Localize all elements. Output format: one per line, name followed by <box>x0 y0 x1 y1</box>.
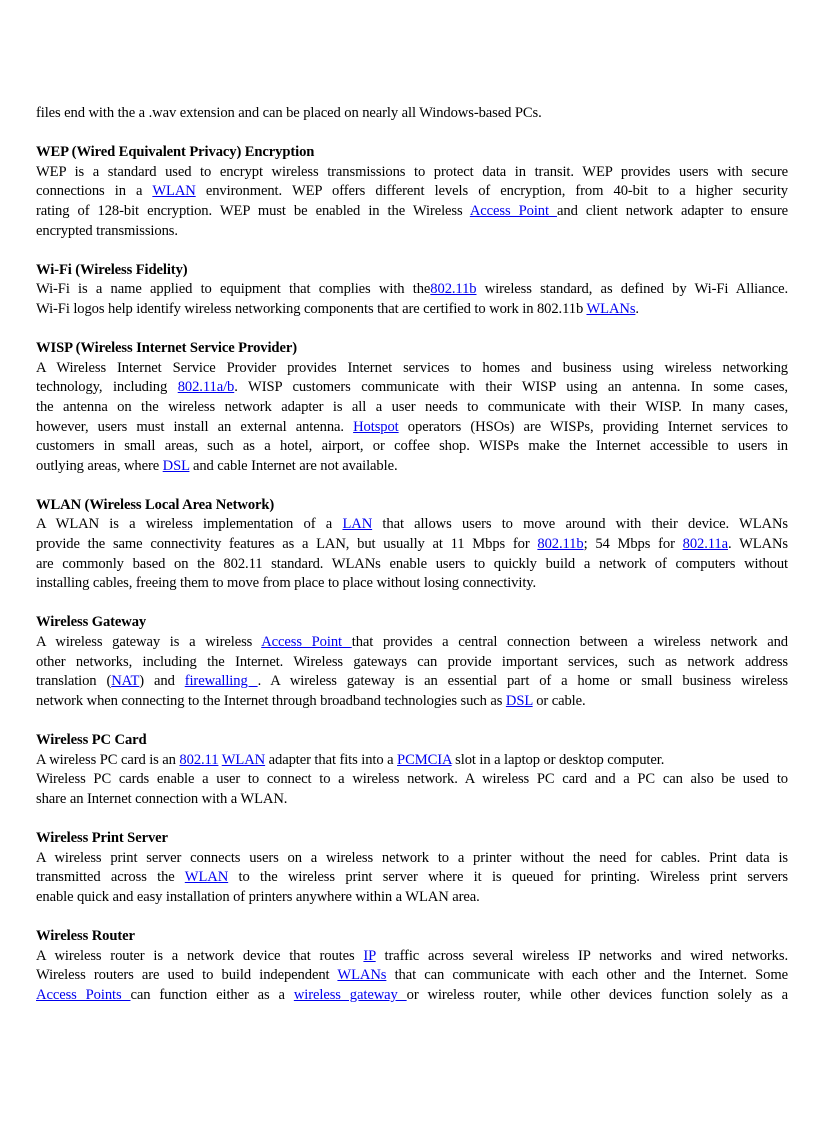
section-title: Wi-Fi (Wireless Fidelity) <box>36 261 188 278</box>
link-wlan[interactable]: WLAN <box>152 183 196 200</box>
section-wireless-router <box>36 927 788 1005</box>
section-wireless-gateway <box>36 613 788 711</box>
section-wlan <box>36 496 788 594</box>
paragraph-line: provide the same connectivity features as a LAN, but usually at 11 Mbps for 802.11b; 54 Mbps for 802.11a. WLANs <box>36 536 789 553</box>
intro-line: files end with the a .wav extension and can be placed on nearly all Windows-based PCs. <box>36 105 542 121</box>
section-wifi <box>36 261 788 320</box>
link-nat[interactable]: NAT <box>111 673 140 690</box>
link-access-points[interactable]: Access Points <box>36 986 131 1003</box>
link-pcmcia[interactable]: PCMCIA <box>397 751 452 768</box>
link-802-11ab[interactable]: 802.11a/b <box>177 379 235 396</box>
paragraph-line: however, users must install an external antenna. Hotspot operators (HSOs) are WISPs, providing Internet services to <box>36 418 788 435</box>
paragraph-line: Wireless routers are used to build independent WLANs that can communicate with each other and the Internet. Some <box>36 967 789 984</box>
section-title: Wireless Router <box>36 927 135 944</box>
link-dsl[interactable]: DSL <box>505 692 533 709</box>
paragraph-line: customers in small areas, such as a hotel, airport, or coffee shop. WISPs make the Internet accessible to users in <box>36 438 788 455</box>
paragraph-line: Wi-Fi is a name applied to equipment that complies with the802.11b wireless standard, as defined by Wi-Fi Alliance. <box>36 281 788 298</box>
paragraph-line: outlying areas, where DSL and cable Internet are not available. <box>36 457 398 474</box>
section-wep <box>36 143 788 241</box>
link-wlans[interactable]: WLANs <box>337 967 387 984</box>
paragraph-line: A WLAN is a wireless implementation of a LAN that allows users to move around with their device. WLANs <box>36 516 789 533</box>
paragraph-line: A wireless gateway is a wireless Access Point that provides a central connection between a wireless network and <box>36 634 788 651</box>
document-page <box>36 104 788 1005</box>
section-wireless-print-server <box>36 829 788 907</box>
paragraph-line: are commonly based on the 802.11 standard. WLANs enable users to quickly build a network of computers without <box>36 555 788 572</box>
paragraph-line: transmitted across the WLAN to the wireless print server where it is queued for printing. Wireless print servers <box>36 869 788 886</box>
paragraph-line: other networks, including the Internet. Wireless gateways can provide important services, such as network address <box>36 653 788 670</box>
paragraph-line: enable quick and easy installation of printers anywhere within a WLAN area. <box>36 888 480 905</box>
paragraph-line: A Wireless Internet Service Provider provides Internet services to homes and business using wireless networking <box>36 359 788 376</box>
link-802-11b[interactable]: 802.11b <box>537 536 584 553</box>
section-title: Wireless Gateway <box>36 614 147 631</box>
link-lan[interactable]: LAN <box>342 516 373 533</box>
link-ip[interactable]: IP <box>363 947 376 964</box>
paragraph-line: translation (NAT) and firewalling . A wireless gateway is an essential part of a home or small business wireless <box>36 673 788 690</box>
paragraph-line: technology, including 802.11a/b. WISP customers communicate with their WISP using an antenna. In some cases, <box>36 379 788 396</box>
link-wlan[interactable]: WLAN <box>184 869 229 886</box>
link-802-11b[interactable]: 802.11b <box>430 281 477 298</box>
section-title: WISP (Wireless Internet Service Provider) <box>36 340 297 357</box>
paragraph-line: encrypted transmissions. <box>36 222 178 239</box>
link-wlans[interactable]: WLANs <box>586 300 636 317</box>
link-wlan[interactable]: WLAN <box>221 751 266 768</box>
paragraph-line: A wireless router is a network device that routes IP traffic across several wireless IP networks and wired networks. <box>36 947 788 964</box>
section-title: WLAN (Wireless Local Area Network) <box>36 496 275 513</box>
paragraph-line: Wi-Fi logos help identify wireless networking components that are certified to work in 802.11b WLANs. <box>36 300 639 317</box>
paragraph-line: WEP is a standard used to encrypt wireless transmissions to protect data in transit. WEP provides users with secure <box>36 163 788 180</box>
section-wireless-pc-card <box>36 731 788 809</box>
section-title: Wireless Print Server <box>36 829 168 846</box>
link-802-11[interactable]: 802.11 <box>179 751 219 768</box>
section-title: Wireless PC Card <box>36 732 147 748</box>
section-title: WEP (Wired Equivalent Privacy) Encryption <box>36 144 315 161</box>
link-firewalling[interactable]: firewalling <box>184 673 258 690</box>
link-access-point[interactable]: Access Point <box>261 634 352 651</box>
link-802-11a[interactable]: 802.11a <box>682 536 728 553</box>
link-hotspot[interactable]: Hotspot <box>353 418 399 435</box>
paragraph-line: A wireless print server connects users on a wireless network to a printer without the need for cables. Print data is <box>36 849 788 866</box>
link-access-point[interactable]: Access Point <box>469 202 558 219</box>
paragraph-line: Access Points can function either as a wireless gateway or wireless router, while other devices function solely as a <box>36 986 789 1003</box>
paragraph-line: rating of 128-bit encryption. WEP must be enabled in the Wireless Access Point and client network adapter to ensure <box>36 202 788 219</box>
section-wisp <box>36 339 788 476</box>
paragraph-line: share an Internet connection with a WLAN. <box>36 790 288 807</box>
paragraph-line: the antenna on the wireless network adapter is all a user needs to communicate with their WISP. In many cases, <box>36 398 788 415</box>
paragraph-line: A wireless PC card is an 802.11 WLAN adapter that fits into a PCMCIA slot in a laptop or desktop computer. <box>36 751 665 768</box>
link-wireless-gateway[interactable]: wireless gateway <box>293 986 407 1003</box>
paragraph-line: Wireless PC cards enable a user to connect to a wireless network. A wireless PC card and a PC can also be used to <box>36 771 788 788</box>
paragraph-line: network when connecting to the Internet through broadband technologies such as DSL or cable. <box>36 692 586 709</box>
link-dsl[interactable]: DSL <box>162 457 190 474</box>
paragraph-line: installing cables, freeing them to move from place to place without losing connectivity. <box>36 575 537 592</box>
paragraph-line: connections in a WLAN environment. WEP offers different levels of encryption, from 40-bit to a higher security <box>36 183 788 200</box>
